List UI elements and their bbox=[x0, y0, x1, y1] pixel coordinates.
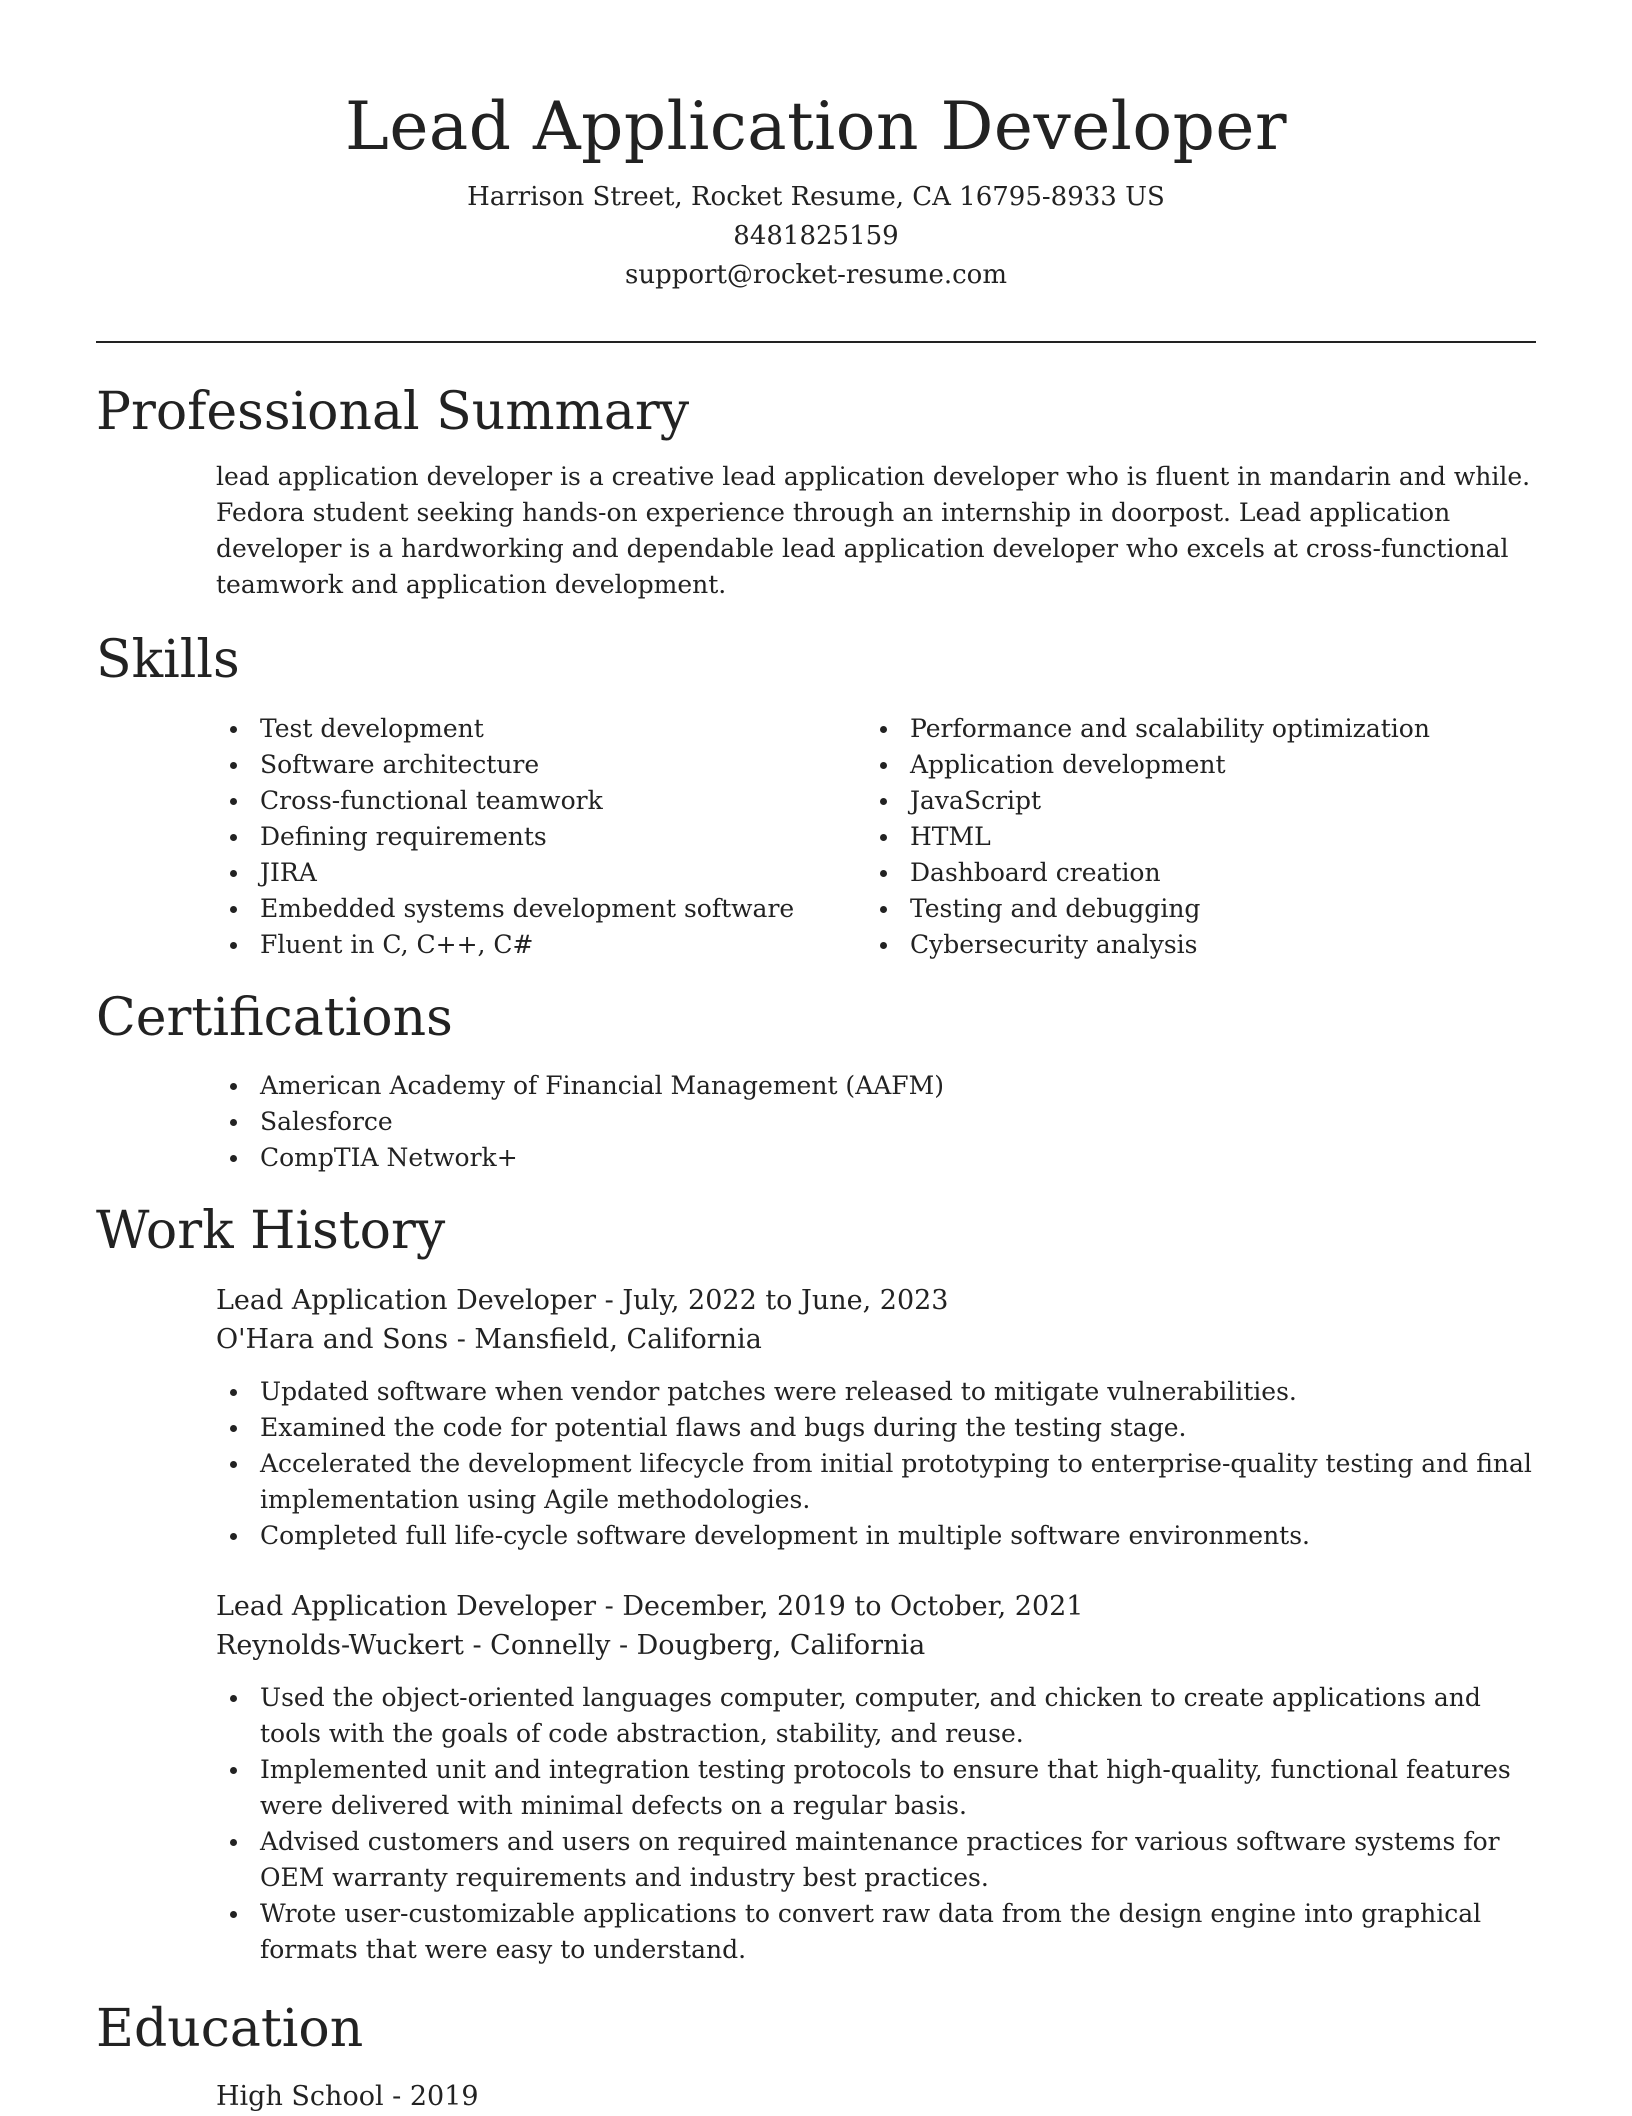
skill-item: Cybersecurity analysis bbox=[866, 927, 1506, 963]
job-bullets bbox=[216, 1680, 1536, 1968]
job-bullet: Completed full life-cycle software development in multiple software environments. bbox=[216, 1518, 1536, 1554]
education-heading: Education bbox=[96, 1999, 364, 2059]
skill-item: Fluent in C, C++, C# bbox=[216, 927, 856, 963]
certification-item: Salesforce bbox=[216, 1104, 1536, 1140]
summary-text: lead application developer is a creative lead application developer who is fluent in mandarin and while. Fedora student seeking hands-on experience through an internship in doorpost. Lead application developer is a hardworking and dependable lead application developer who excels at cross-functional teamwork and application development. bbox=[216, 462, 1531, 599]
skills-column-right bbox=[866, 711, 1506, 963]
skill-item: Test development bbox=[216, 711, 856, 747]
skills-column-left bbox=[216, 711, 856, 963]
job-title-line bbox=[216, 1587, 1536, 1626]
certification-item: CompTIA Network+ bbox=[216, 1140, 1536, 1176]
job-location: - Mansfield, California bbox=[448, 1324, 762, 1355]
skill-item: Dashboard creation bbox=[866, 855, 1506, 891]
skill-item: JIRA bbox=[216, 855, 856, 891]
job-entry bbox=[216, 1281, 1536, 1359]
job-bullet: Used the object-oriented languages computer, computer, and chicken to create applications and tools with the goals of code abstraction, stability, and reuse. bbox=[216, 1680, 1536, 1752]
certifications-heading: Certifications bbox=[96, 988, 453, 1048]
contact-address: Harrison Street, Rocket Resume, CA 16795-8933 US bbox=[467, 182, 1165, 212]
job-bullet: Implemented unit and integration testing protocols to ensure that high-quality, functional features were delivered with minimal defects on a regular basis. bbox=[216, 1752, 1536, 1824]
job-company: Reynolds-Wuckert - Connelly bbox=[216, 1630, 611, 1661]
job-bullets bbox=[216, 1374, 1536, 1554]
resume-header bbox=[0, 0, 1632, 295]
skills-heading: Skills bbox=[96, 630, 240, 690]
job-location: - Dougberg, California bbox=[610, 1630, 926, 1661]
contact-info bbox=[0, 178, 1632, 295]
contact-phone: 8481825159 bbox=[733, 221, 899, 251]
skill-item: Testing and debugging bbox=[866, 891, 1506, 927]
job-title: Lead Application Developer bbox=[216, 1285, 597, 1316]
skill-item: Defining requirements bbox=[216, 819, 856, 855]
summary-heading: Professional Summary bbox=[96, 382, 690, 442]
job-title-line bbox=[216, 1281, 1536, 1320]
header-divider bbox=[96, 341, 1536, 343]
certifications-list bbox=[216, 1068, 1536, 1176]
job-bullet: Wrote user-customizable applications to convert raw data from the design engine into graphical formats that were easy to understand. bbox=[216, 1896, 1536, 1968]
job-entry bbox=[216, 1587, 1536, 1665]
job-company-line bbox=[216, 1626, 1536, 1665]
skill-item: HTML bbox=[866, 819, 1506, 855]
job-dates: - December, 2019 to October, 2021 bbox=[596, 1591, 1084, 1622]
education-year: - 2019 bbox=[383, 2081, 479, 2112]
education-entry bbox=[216, 2077, 1536, 2116]
skill-item: Application development bbox=[866, 747, 1506, 783]
contact-email: support@rocket-resume.com bbox=[624, 260, 1007, 290]
job-bullet: Accelerated the development lifecycle from initial prototyping to enterprise-quality testing and final implementation using Agile methodologies. bbox=[216, 1446, 1536, 1518]
skill-item: Performance and scalability optimization bbox=[866, 711, 1506, 747]
job-company-line bbox=[216, 1320, 1536, 1359]
job-dates: - July, 2022 to June, 2023 bbox=[596, 1285, 949, 1316]
skill-item: Cross-functional teamwork bbox=[216, 783, 856, 819]
skill-item: Embedded systems development software bbox=[216, 891, 856, 927]
job-bullet: Examined the code for potential flaws and bugs during the testing stage. bbox=[216, 1410, 1536, 1446]
job-bullet: Updated software when vendor patches were released to mitigate vulnerabilities. bbox=[216, 1374, 1536, 1410]
job-title: Lead Application Developer bbox=[216, 1591, 597, 1622]
job-bullet: Advised customers and users on required maintenance practices for various software systems for OEM warranty requirements and industry best practices. bbox=[216, 1824, 1536, 1896]
certification-item: American Academy of Financial Management (AAFM) bbox=[216, 1068, 1536, 1104]
skill-item: JavaScript bbox=[866, 783, 1506, 819]
job-company: O'Hara and Sons bbox=[216, 1324, 449, 1355]
candidate-name: Lead Application Developer bbox=[344, 88, 1288, 165]
work-history-heading: Work History bbox=[96, 1201, 446, 1261]
education-degree: High School bbox=[216, 2081, 384, 2112]
skill-item: Software architecture bbox=[216, 747, 856, 783]
